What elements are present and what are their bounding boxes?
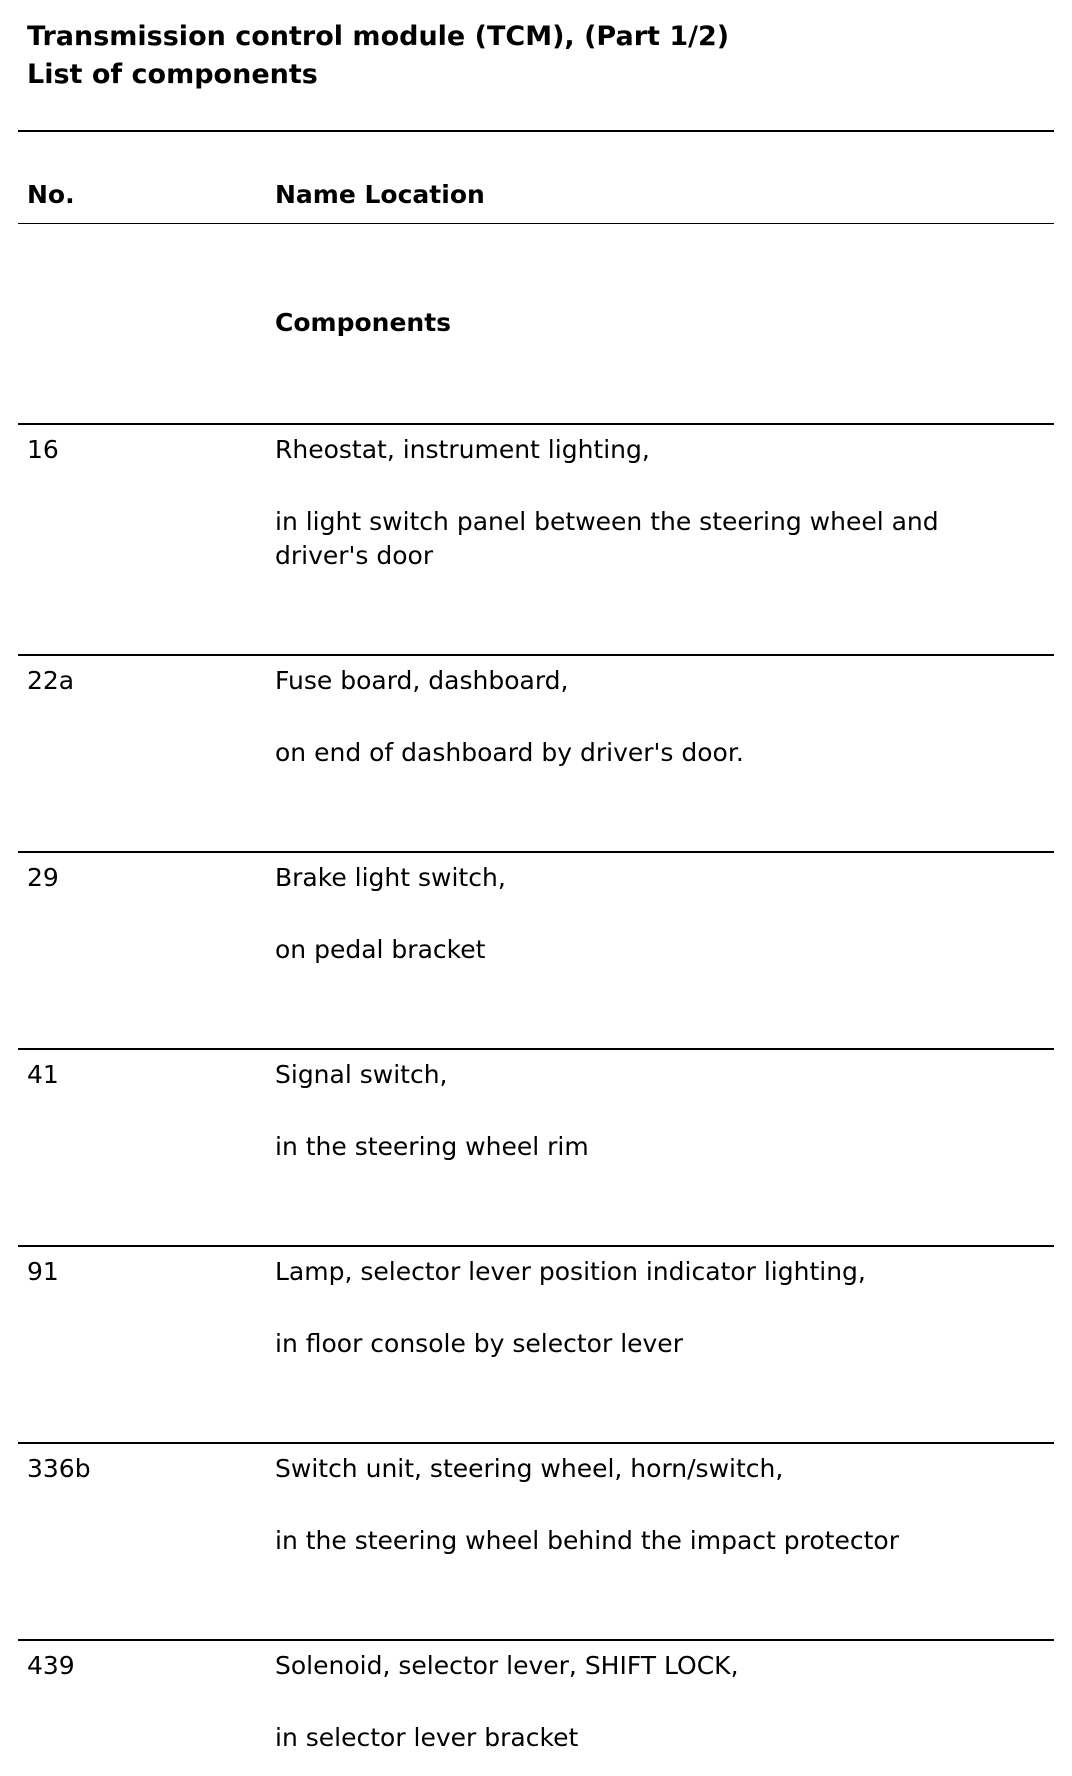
row-number: 41 <box>27 1060 59 1089</box>
header-divider <box>18 223 1054 224</box>
row-number: 336b <box>27 1454 91 1483</box>
row-divider <box>18 1245 1054 1247</box>
row-divider <box>18 1048 1054 1050</box>
row-divider <box>18 1442 1054 1444</box>
row-number: 439 <box>27 1651 75 1680</box>
row-name: Solenoid, selector lever, SHIFT LOCK, <box>275 1651 739 1680</box>
row-location: in the steering wheel rim <box>275 1132 589 1161</box>
row-name: Signal switch, <box>275 1060 448 1089</box>
title-line-2: List of components <box>27 59 318 90</box>
row-name: Lamp, selector lever position indicator lighting, <box>275 1257 866 1286</box>
column-header-no: No. <box>27 180 75 209</box>
row-location: on end of dashboard by driver's door. <box>275 738 744 767</box>
row-divider <box>18 654 1054 656</box>
row-number: 29 <box>27 863 59 892</box>
row-name: Rheostat, instrument lighting, <box>275 435 650 464</box>
row-name: Fuse board, dashboard, <box>275 666 569 695</box>
row-divider <box>18 423 1054 425</box>
row-number: 22a <box>27 666 75 695</box>
row-location: on pedal bracket <box>275 935 486 964</box>
column-header-name-location: Name Location <box>275 180 485 209</box>
row-divider <box>18 1639 1054 1641</box>
title-line-1: Transmission control module (TCM), (Part 1/2) <box>27 21 730 52</box>
row-name: Brake light switch, <box>275 863 506 892</box>
row-number: 91 <box>27 1257 59 1286</box>
row-location: in selector lever bracket <box>275 1723 579 1752</box>
title-divider <box>18 130 1054 132</box>
section-heading: Components <box>275 308 452 337</box>
document-title <box>27 18 729 94</box>
row-location: in floor console by selector lever <box>275 1329 683 1358</box>
row-divider <box>18 851 1054 853</box>
row-location: in the steering wheel behind the impact protector <box>275 1526 899 1555</box>
row-name: Switch unit, steering wheel, horn/switch, <box>275 1454 784 1483</box>
row-location: in light switch panel between the steering wheel and driver's door <box>275 507 939 570</box>
row-number: 16 <box>27 435 59 464</box>
